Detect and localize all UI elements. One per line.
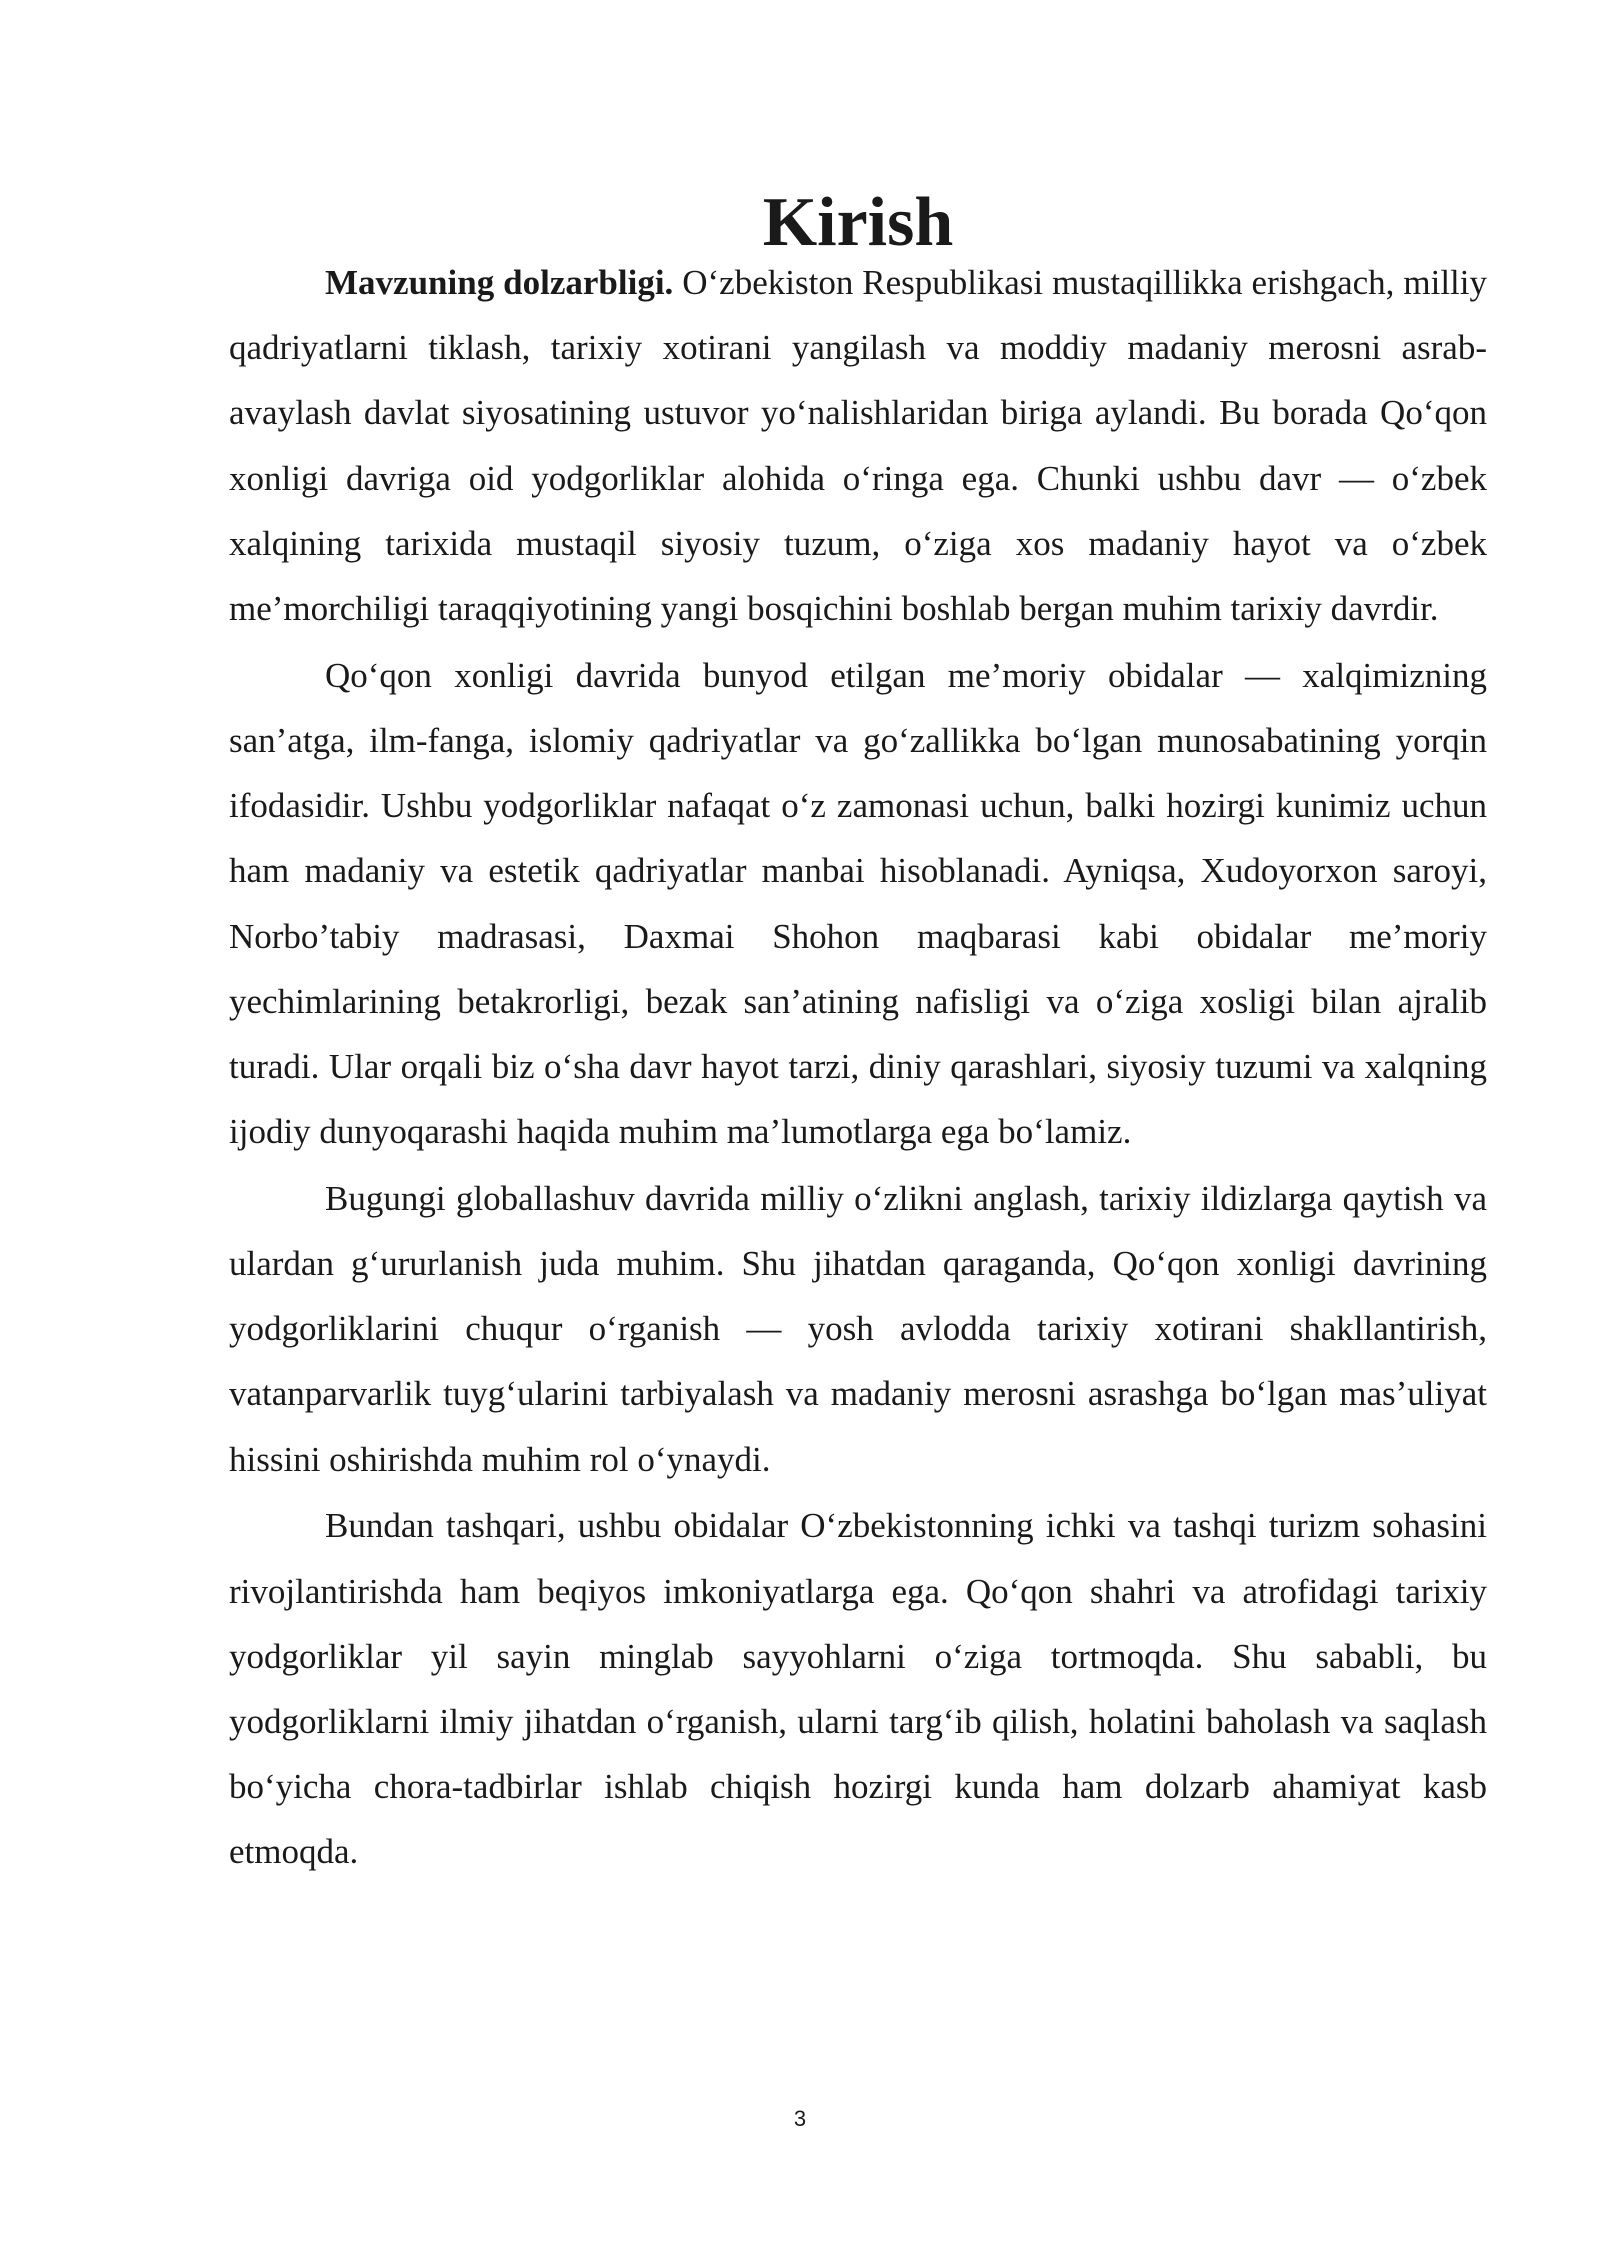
section-title: Kirish (762, 184, 954, 261)
paragraph-globalization (229, 1166, 1487, 1492)
paragraph-relevance (229, 250, 1487, 641)
paragraph-monuments (229, 643, 1487, 1165)
document-body (229, 184, 1487, 1886)
paragraph-text: Bugungi globallashuv davrida milliy o‘zlikni anglash, tarixiy ildizlarga qaytish va ulardan g‘ururlanish juda muhim. Shu jihatdan qaraganda, Qo‘qon xonligi davrining yodgorliklarini chuqur o‘rganish — yosh avlodda tarixiy xotirani shakllantirish, vatanparvarlik tuyg‘ularini tarbiyalash va madaniy merosni asrashga bo‘lgan mas’uliyat hissini oshirishda muhim rol o‘ynaydi. (229, 1178, 1487, 1479)
page-number: 3 (793, 2106, 807, 2131)
paragraph-tourism (229, 1493, 1487, 1884)
paragraph-text: Qo‘qon xonligi davrida bunyod etilgan me’moriy obidalar — xalqimizning san’atga, ilm-fanga, islomiy qadriyatlar va go‘zallikka bo‘lgan munosabatining yorqin ifodasidir. Ushbu yodgorliklar nafaqat o‘z zamonasi uchun, balki hozirgi kunimiz uchun ham madaniy va estetik qadriyatlar manbai hisoblanadi. Ayniqsa, Xudoyorxon saroyi, Norbo’tabiy madrasasi, Daxmai Shohon maqbarasi kabi obidalar me’moriy yechimlarining betakrorligi, bezak san’atining nafisligi va o‘ziga xosligi bilan ajralib turadi. Ular orqali biz o‘sha davr hayot tarzi, diniy qarashlari, siyosiy tuzumi va xalqning ijodiy dunyoqarashi haqida muhim ma’lumotlarga ega bo‘lamiz. (229, 655, 1487, 1152)
paragraph-text: O‘zbekiston Respublikasi mustaqillikka erishgach, milliy qadriyatlarni tiklash, tarixiy xotirani yangilash va moddiy madaniy merosni asrab-avaylash davlat siyosatining ustuvor yo‘nalishlaridan biriga aylandi. Bu borada Qo‘qon xonligi davriga oid yodgorliklar alohida o‘ringa ega. Chunki ushbu davr — o‘zbek xalqining tarixida mustaqil siyosiy tuzum, o‘ziga xos madaniy hayot va o‘zbek me’morchiligi taraqqiyotining yangi bosqichini boshlab bergan muhim tarixiy davrdir. (229, 263, 1487, 629)
paragraph-text: Bundan tashqari, ushbu obidalar O‘zbekistonning ichki va tashqi turizm sohasini rivojlantirishda ham beqiyos imkoniyatlarga ega. Qo‘qon shahri va atrofidagi tarixiy yodgorliklar yil sayin minglab sayyohlarni o‘ziga tortmoqda. Shu sababli, bu yodgorliklarni ilmiy jihatdan o‘rganish, ularni targ‘ib qilish, holatini baholash va saqlash bo‘yicha chora-tadbirlar ishlab chiqish hozirgi kunda ham dolzarb ahamiyat kasb etmoqda. (229, 1506, 1487, 1872)
paragraph-lead-heading: Mavzuning dolzarbligi. (325, 263, 674, 302)
